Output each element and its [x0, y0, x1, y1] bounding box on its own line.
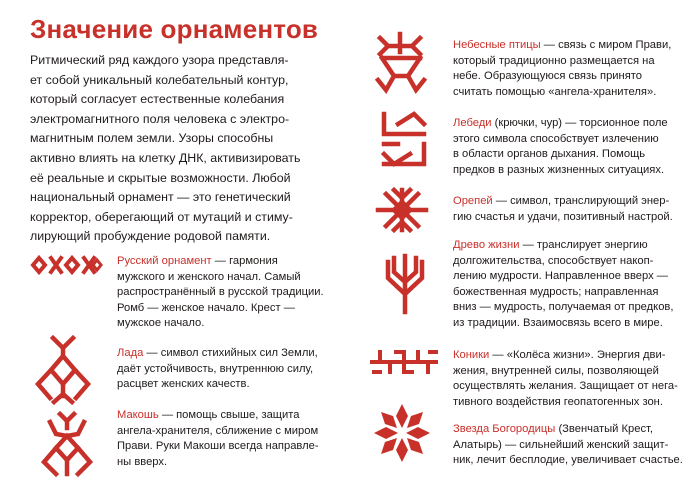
entry-line: предков в разных жизненных ситуациях.	[453, 163, 665, 176]
intro-line: Ритмический ряд каждого узора представля-	[30, 53, 289, 67]
intro-line: электромагнитного поля человека с электро-	[30, 111, 290, 126]
entry-line: гию счастья и удачи, позитивный настрой.	[453, 210, 673, 223]
entry-line: — символ стихийных сил Земли,	[143, 347, 318, 359]
entry-line: осуществлять желания. Защищает от нега-	[453, 380, 678, 393]
entry-line: в области органов дыхания. Помощь	[453, 148, 646, 161]
entry-name: Макошь	[117, 409, 159, 421]
entry-line: — транслирует энергию	[519, 239, 648, 251]
entry-line: Алатырь) — сильнейший женский защит-	[453, 438, 669, 451]
entry-line: расцвет женских качеств.	[117, 378, 250, 391]
entry-name: Лада	[117, 347, 144, 359]
entry-line: — гармония	[211, 255, 278, 267]
entry-line: Прави. Руки Макоши всегда направле-	[117, 440, 319, 453]
entry-name: Коники	[453, 349, 490, 361]
entry-line: вниз — мудрость, получаемая от предков,	[453, 301, 674, 314]
entry-line: из традиции. Взаимосвязь всего в мире.	[453, 316, 663, 329]
entry-line: ангела-хранителя, сближение с миром	[117, 424, 319, 437]
entry-name: Древо жизни	[453, 239, 520, 251]
tree-of-life-icon	[382, 252, 428, 316]
entry-text	[453, 348, 678, 410]
entry-line: который традиционно размещается на	[453, 54, 655, 67]
entry-line: ник, лечит бесплодие, увеличивает счастье.	[453, 454, 683, 467]
swans-icon	[378, 110, 430, 168]
intro-line: лирующий пробуждение родовой памяти.	[30, 229, 271, 244]
entry-text	[453, 422, 683, 469]
entry-text	[117, 346, 318, 393]
entry-line: мужское начало.	[117, 317, 205, 330]
entry-line: лению мудрости. Направленное вверх —	[453, 270, 668, 283]
entry-line: долгожительства, способствует накоп-	[453, 254, 654, 267]
entry-line: даёт устойчивость, внутреннюю силу,	[117, 362, 314, 375]
entry-line: мужского и женского начал. Самый	[117, 270, 301, 283]
entry-line: жения, внутренней силы, позволяющей	[453, 364, 659, 377]
entry-text	[117, 254, 324, 332]
entry-text	[117, 408, 319, 470]
intro-line: её реальные и скрытые возможности. Любой	[30, 170, 291, 185]
entry-text	[453, 38, 671, 100]
entry-name: Звезда Богородицы	[453, 423, 556, 435]
entry-line: — «Колёса жизни». Энергия дви-	[489, 349, 666, 361]
koniki-icon	[368, 346, 440, 378]
intro-line: национальный орнамент — это генетический	[30, 190, 291, 205]
entry-line: этого символа способствует излечению	[453, 132, 659, 145]
entry-name: Небесные птицы	[453, 39, 541, 51]
entry-line: Ромб — женское начало. Крест —	[117, 301, 295, 314]
entry-line: — связь с миром Прави,	[540, 39, 672, 51]
intro-paragraph	[30, 51, 330, 247]
entry-name: Орепей	[453, 195, 493, 207]
entry-text	[453, 194, 673, 225]
entry-line: — символ, транслирующий энер-	[492, 195, 670, 207]
entry-line: — помощь свыше, защита	[158, 409, 300, 421]
entry-text	[453, 238, 673, 332]
entry-line: божественная мудрость; направленная	[453, 285, 659, 298]
entry-line: тивного воздействия геопатогенных зон.	[453, 395, 663, 408]
intro-line: ет собой уникальный колебательный контур,	[30, 72, 289, 87]
intro-line: который согласует естественные колебания	[30, 92, 285, 107]
russian-ornament-icon	[30, 254, 102, 276]
intro-line: магнитным полем земли. Узоры способны	[30, 131, 274, 146]
entry-line: небе. Образующуюся связь принято	[453, 70, 643, 83]
entry-line: (Звенчатый Крест,	[555, 423, 654, 435]
entry-name: Лебеди	[453, 117, 492, 129]
burdock-icon	[374, 186, 430, 234]
intro-line: активно влиять на клетку ДНК, активизировать	[30, 150, 301, 165]
heavenly-birds-icon	[372, 30, 432, 100]
entry-line: (крючки, чур) — торсионное поле	[491, 117, 668, 129]
intro-line: корректор, оберегающий от мутаций и стиму-	[30, 209, 293, 224]
makosh-icon	[36, 410, 98, 480]
entry-line: распространённый в русской традиции.	[117, 286, 324, 299]
entry-line: ны вверх.	[117, 455, 168, 468]
entry-text	[453, 116, 668, 178]
page-title: Значение орнаментов	[30, 14, 319, 44]
lada-icon	[32, 334, 94, 406]
entry-line: считать помощью «ангела-хранителя».	[453, 85, 657, 98]
star-of-the-mother-of-god-icon	[372, 402, 432, 464]
entry-name: Русский орнамент	[117, 255, 212, 267]
